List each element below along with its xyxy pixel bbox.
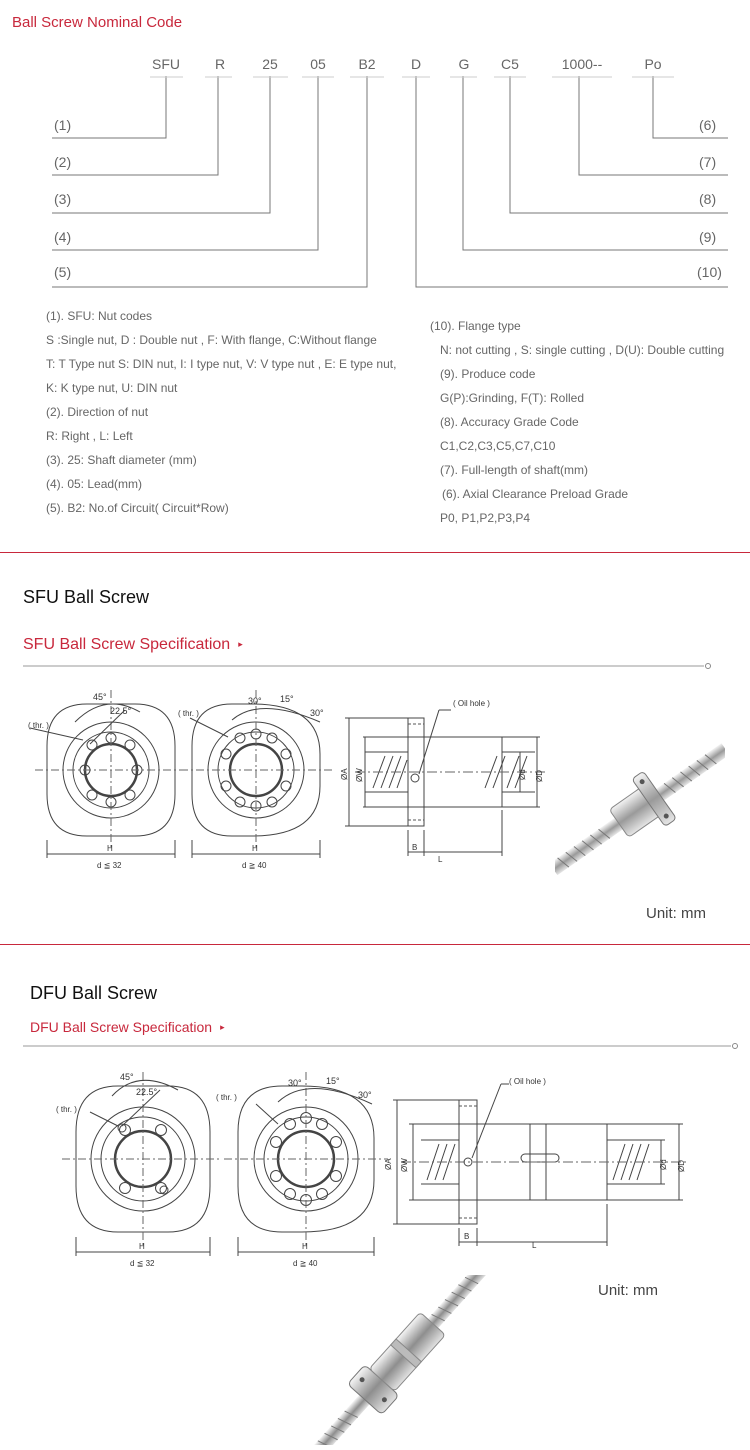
sfu-spec-link-label: SFU Ball Screw Specification xyxy=(23,636,231,653)
right-number-10: (10) xyxy=(697,264,722,280)
sfu-title: SFU Ball Screw xyxy=(23,587,150,607)
dfu-product-image xyxy=(285,1275,515,1445)
code-nut: SFU xyxy=(152,56,180,72)
code-length: 1000-- xyxy=(561,56,603,72)
width-h-label: H xyxy=(302,1242,308,1251)
l-label: L xyxy=(438,855,443,864)
phi-d-large-label: ØD xyxy=(677,1160,686,1172)
nominal-code-title: Ball Screw Nominal Code xyxy=(12,14,183,31)
explanation-line: (10). Flange type xyxy=(430,319,521,333)
explanation-line: K: K type nut, U: DIN nut xyxy=(46,381,178,395)
right-explanations xyxy=(430,314,748,530)
angle-45-label: 45° xyxy=(93,692,107,702)
sfu-side-view xyxy=(335,690,550,865)
code-preload: Po xyxy=(644,56,662,72)
right-number-7: (7) xyxy=(699,154,717,170)
code-lead: 05 xyxy=(310,56,326,72)
explanation-line: (1). SFU: Nut codes xyxy=(46,309,153,323)
thread-label: ( thr. ) xyxy=(56,1105,77,1114)
oil-hole-label: ( Oil hole ) xyxy=(453,699,490,708)
left-number-3: (3) xyxy=(54,191,72,207)
sfu-product-image xyxy=(555,740,725,880)
left-number-5: (5) xyxy=(54,264,72,280)
caret-right-icon: ▸ xyxy=(238,639,243,649)
phi-a-label: ØA xyxy=(384,1158,393,1170)
angle-30-label: 30° xyxy=(358,1090,372,1100)
phi-d-small-label: Ød xyxy=(518,769,527,780)
phi-d-small-label: Ød xyxy=(659,1159,668,1170)
diameter-range-label: d ≧ 40 xyxy=(242,861,267,870)
sfu-unit-label: Unit: mm xyxy=(646,905,706,922)
b-label: B xyxy=(412,843,418,852)
b-label: B xyxy=(464,1232,470,1241)
width-h-label: H xyxy=(107,844,113,853)
code-accuracy: C5 xyxy=(501,56,519,72)
diameter-range-label: d ≦ 32 xyxy=(97,861,122,870)
code-direction: R xyxy=(214,56,226,72)
dfu-spec-rule xyxy=(0,1040,750,1054)
dfu-spec-link[interactable] xyxy=(30,1019,225,1035)
angle-30-label: 30° xyxy=(288,1078,302,1088)
dfu-flange-view-small xyxy=(50,1062,225,1272)
angle-30-label: 30° xyxy=(310,708,324,718)
nominal-code-leader-lines xyxy=(0,0,750,300)
explanation-line: (8). Accuracy Grade Code xyxy=(440,415,579,429)
explanation-line: R: Right , L: Left xyxy=(46,429,133,443)
diameter-range-label: d ≧ 40 xyxy=(293,1259,318,1268)
explanation-line: (7). Full-length of shaft(mm) xyxy=(440,463,589,477)
sfu-spec-rule xyxy=(0,660,750,674)
thread-label: ( thr. ) xyxy=(216,1093,237,1102)
thread-label: ( thr. ) xyxy=(28,721,49,730)
phi-d-large-label: ØD xyxy=(535,770,544,782)
caret-right-icon: ▸ xyxy=(220,1022,225,1032)
explanation-line: (9). Produce code xyxy=(440,367,536,381)
phi-a-label: ØA xyxy=(340,768,349,780)
angle-30-label: 30° xyxy=(248,696,262,706)
explanation-line: C1,C2,C3,C5,C7,C10 xyxy=(440,439,556,453)
code-flange: D xyxy=(410,56,422,72)
left-number-1: (1) xyxy=(54,117,72,133)
explanation-line: (6). Axial Clearance Preload Grade xyxy=(442,487,629,501)
explanation-line: (4). 05: Lead(mm) xyxy=(46,477,143,491)
angle-22-5-label: 22.5° xyxy=(110,706,132,716)
width-h-label: H xyxy=(139,1242,145,1251)
angle-45-label: 45° xyxy=(120,1072,134,1082)
oil-hole-label: ( Oil hole ) xyxy=(509,1077,546,1086)
width-h-label: H xyxy=(252,844,258,853)
dfu-title: DFU Ball Screw xyxy=(30,983,158,1003)
code-circuit: B2 xyxy=(358,56,376,72)
code-diameter: 25 xyxy=(262,56,278,72)
sfu-spec-link[interactable] xyxy=(23,636,243,654)
angle-22-5-label: 22.5° xyxy=(136,1087,158,1097)
l-label: L xyxy=(532,1241,537,1250)
right-number-8: (8) xyxy=(699,191,717,207)
explanation-line: (2). Direction of nut xyxy=(46,405,149,419)
right-number-6: (6) xyxy=(699,117,717,133)
section-divider xyxy=(0,552,750,553)
left-number-2: (2) xyxy=(54,154,72,170)
dfu-flange-view-large xyxy=(212,1062,392,1272)
diameter-range-label: d ≦ 32 xyxy=(130,1259,155,1268)
left-explanations xyxy=(46,304,426,520)
dfu-unit-label: Unit: mm xyxy=(598,1282,658,1299)
explanation-line: S :Single nut, D : Double nut , F: With flange, C:Without flange xyxy=(46,333,377,347)
right-number-9: (9) xyxy=(699,229,717,245)
explanation-line: (5). B2: No.of Circuit( Circuit*Row) xyxy=(46,501,229,515)
phi-w-label: ØW xyxy=(355,768,364,782)
dfu-spec-link-label: DFU Ball Screw Specification xyxy=(30,1019,213,1035)
sfu-flange-view-large xyxy=(170,682,340,872)
explanation-line: N: not cutting , S: single cutting , D(U): Double cutting xyxy=(440,343,725,357)
code-produce: G xyxy=(458,56,470,72)
thread-label: ( thr. ) xyxy=(178,709,199,718)
phi-w-label: ØW xyxy=(400,1158,409,1172)
explanation-line: T: T Type nut S: DIN nut, I: I type nut, V: V type nut , E: E type nut, xyxy=(46,357,397,371)
explanation-line: P0, P1,P2,P3,P4 xyxy=(440,511,531,525)
explanation-line: G(P):Grinding, F(T): Rolled xyxy=(440,391,585,405)
angle-15-label: 15° xyxy=(280,694,294,704)
explanation-line: (3). 25: Shaft diameter (mm) xyxy=(46,453,197,467)
angle-15-label: 15° xyxy=(326,1076,340,1086)
left-number-4: (4) xyxy=(54,229,72,245)
dfu-side-view xyxy=(375,1068,695,1258)
section-divider xyxy=(0,944,750,945)
